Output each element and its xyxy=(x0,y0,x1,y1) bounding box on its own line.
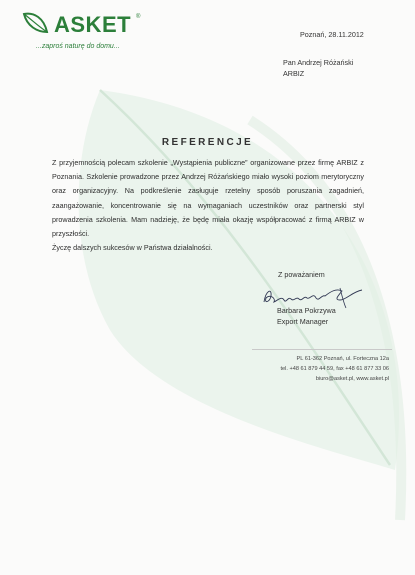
signer-position: Export Manager xyxy=(277,317,329,326)
signer-block xyxy=(277,305,336,327)
signer-name: Barbara Pokrzywa xyxy=(277,306,336,315)
body-paragraph: Życzę dalszych sukcesów w Państwa działalności. xyxy=(52,243,213,253)
body-paragraph: Z przyjemnością polecam szkolenie „Wystąpienia publiczne” organizowane przez firmę ARBIZ z Poznania. Szkolenie prowadzone przez Andrzej Różańskiego miało wysoki poziom merytoryczny oraz organizacyjny. Na podkreślenie zasługuje rzetelny sposób poruszania zagadnień, zaangażowanie, koncentrowanie się na wymaganiach uczestników oraz partnerski styl prowadzenia szkolenia. Mam nadzieję, że będę miała okazję współpracować z firmą ARBIZ w przyszłości. xyxy=(52,158,364,239)
footer-phone-fax: tel. +48 61 879 44 59, fax +48 61 877 33 06 xyxy=(280,366,389,372)
company-name: ASKET xyxy=(54,12,132,37)
recipient-block xyxy=(283,57,353,79)
registered-mark: ® xyxy=(136,14,141,20)
footer-address: PL 61-362 Poznań, ul. Forteczna 12a xyxy=(296,356,389,362)
company-logo xyxy=(22,10,142,56)
leaf-logo-icon xyxy=(22,10,54,38)
recipient-name: Pan Andrzej Różański xyxy=(283,58,354,67)
closing-phrase: Z poważaniem xyxy=(278,270,325,279)
footer-contact: biuro@asket.pl, www.asket.pl xyxy=(315,376,389,382)
footer-divider xyxy=(252,349,392,350)
letter-date: Poznań, 28.11.2012 xyxy=(300,30,364,39)
letter-title: REFERENCJE xyxy=(161,137,254,148)
recipient-company: ARBIZ xyxy=(283,69,305,78)
company-footer xyxy=(255,354,389,384)
company-tagline: ...zaproś naturę do domu... xyxy=(36,43,120,50)
letter-body xyxy=(52,156,364,255)
